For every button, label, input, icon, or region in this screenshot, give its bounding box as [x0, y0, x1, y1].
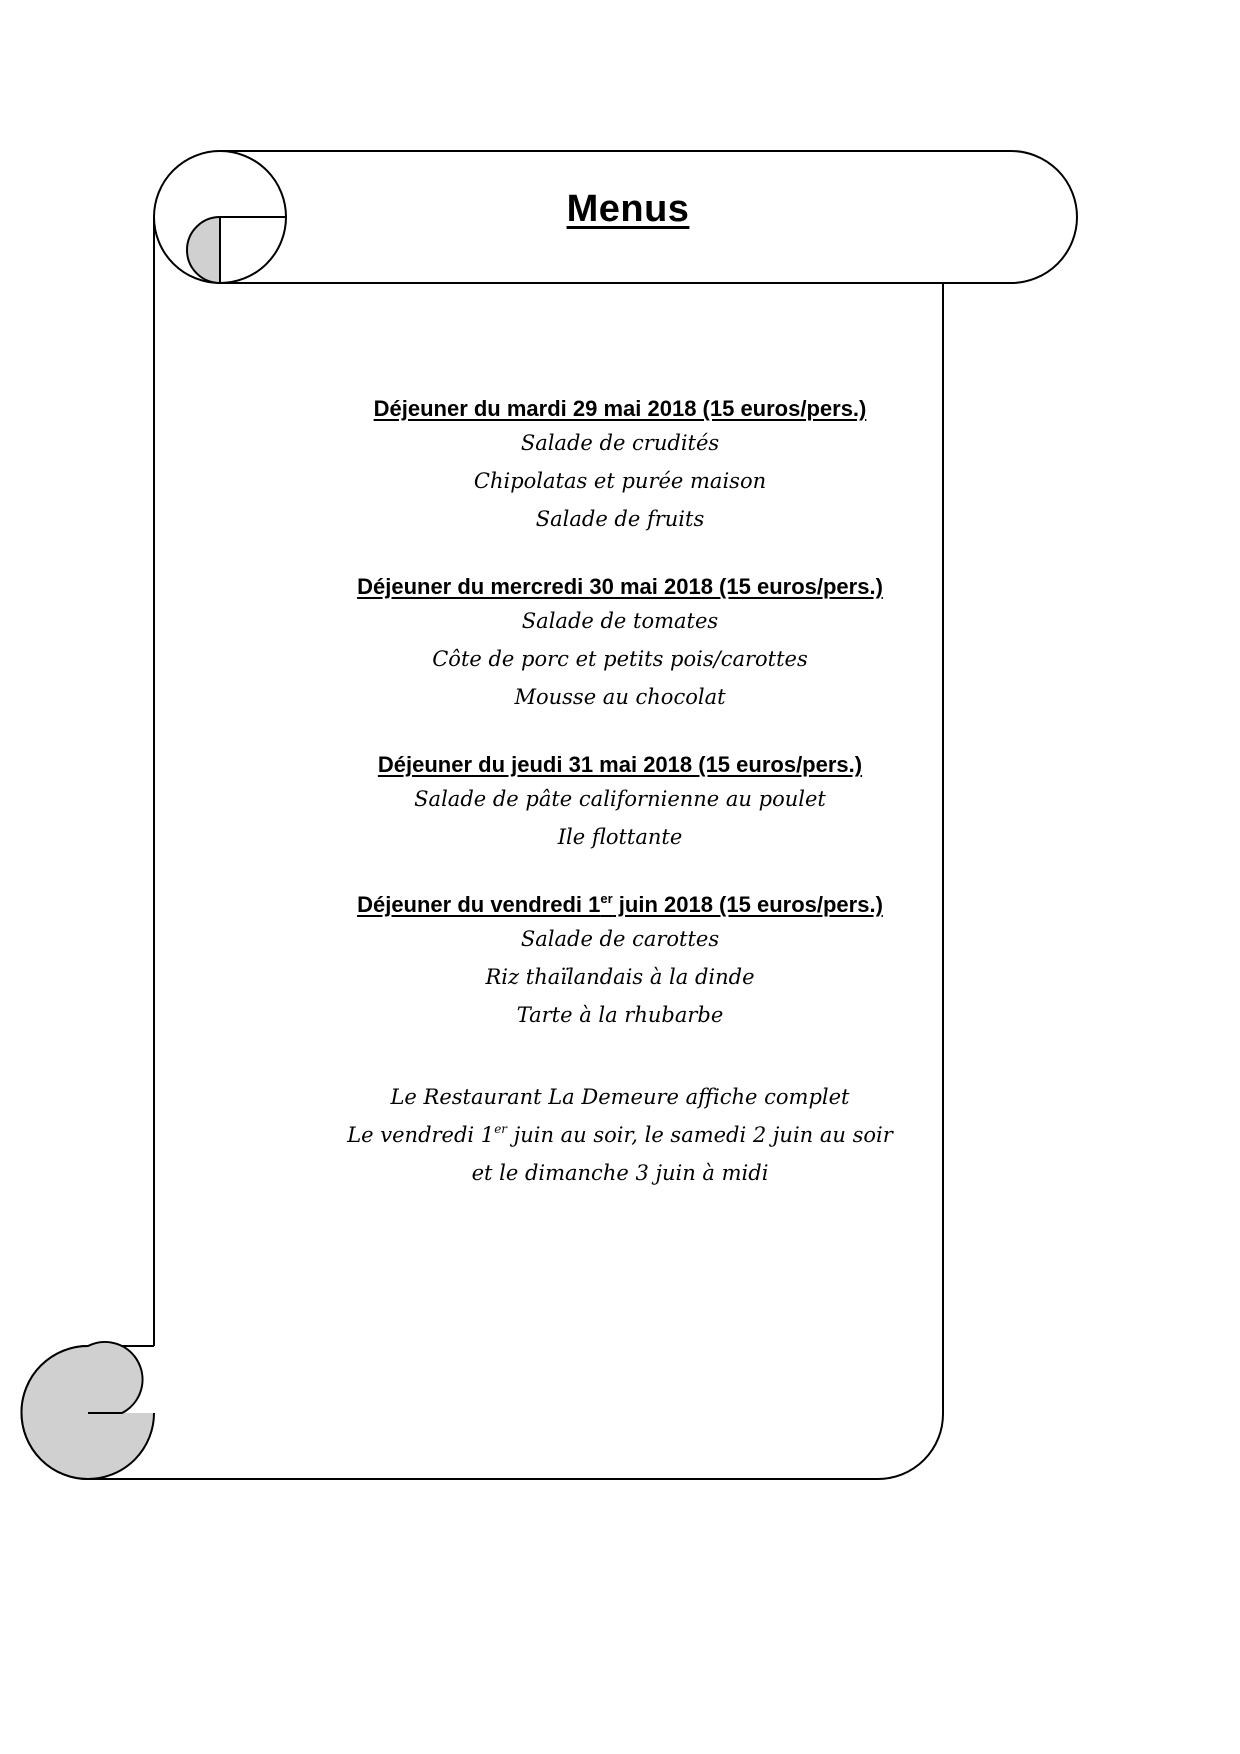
notice-superscript: er — [494, 1122, 508, 1136]
page-title: Menus — [566, 188, 690, 230]
menu-dish: Ile flottante — [557, 825, 683, 849]
menu-heading-part: juin 2018 (15 euros/pers.) — [612, 892, 883, 917]
notice-line — [300, 1116, 940, 1154]
menu-heading: Déjeuner du jeudi 31 mai 2018 (15 euros/pers.) — [377, 752, 863, 777]
menu-heading: Déjeuner du mercredi 30 mai 2018 (15 euros/pers.) — [357, 574, 883, 599]
notice-line: Le Restaurant La Demeure affiche complet — [390, 1085, 850, 1109]
menu-dish: Chipolatas et purée maison — [473, 469, 767, 493]
menu-dish: Tarte à la rhubarbe — [516, 1003, 724, 1027]
menu-dish: Salade de fruits — [535, 507, 705, 531]
menu-heading-superscript: er — [600, 891, 613, 906]
menu-thursday — [300, 750, 940, 856]
notice-line: et le dimanche 3 juin à midi — [471, 1161, 769, 1185]
menu-heading-part: Déjeuner du vendredi 1 — [357, 892, 601, 917]
menu-tuesday — [300, 394, 940, 538]
menu-heading — [300, 890, 940, 920]
menu-dish: Salade de carottes — [520, 927, 720, 951]
menu-dish: Riz thaïlandais à la dinde — [485, 965, 755, 989]
restaurant-full-notice — [300, 1078, 940, 1192]
menu-dish: Salade de tomates — [521, 609, 719, 633]
menu-dish: Salade de crudités — [520, 431, 720, 455]
notice-part: juin au soir, le samedi 2 juin au soir — [507, 1123, 893, 1147]
menu-dish: Côte de porc et petits pois/carottes — [432, 647, 808, 671]
menu-wednesday — [300, 572, 940, 716]
scroll-bottom-curl — [22, 1342, 155, 1479]
menu-heading: Déjeuner du mardi 29 mai 2018 (15 euros/pers.) — [373, 396, 867, 421]
notice-part: Le vendredi 1 — [347, 1123, 495, 1147]
menu-dish: Salade de pâte californienne au poulet — [414, 787, 826, 811]
menu-list — [300, 394, 940, 1192]
menu-dish: Mousse au chocolat — [514, 685, 726, 709]
menu-friday — [300, 890, 940, 1034]
